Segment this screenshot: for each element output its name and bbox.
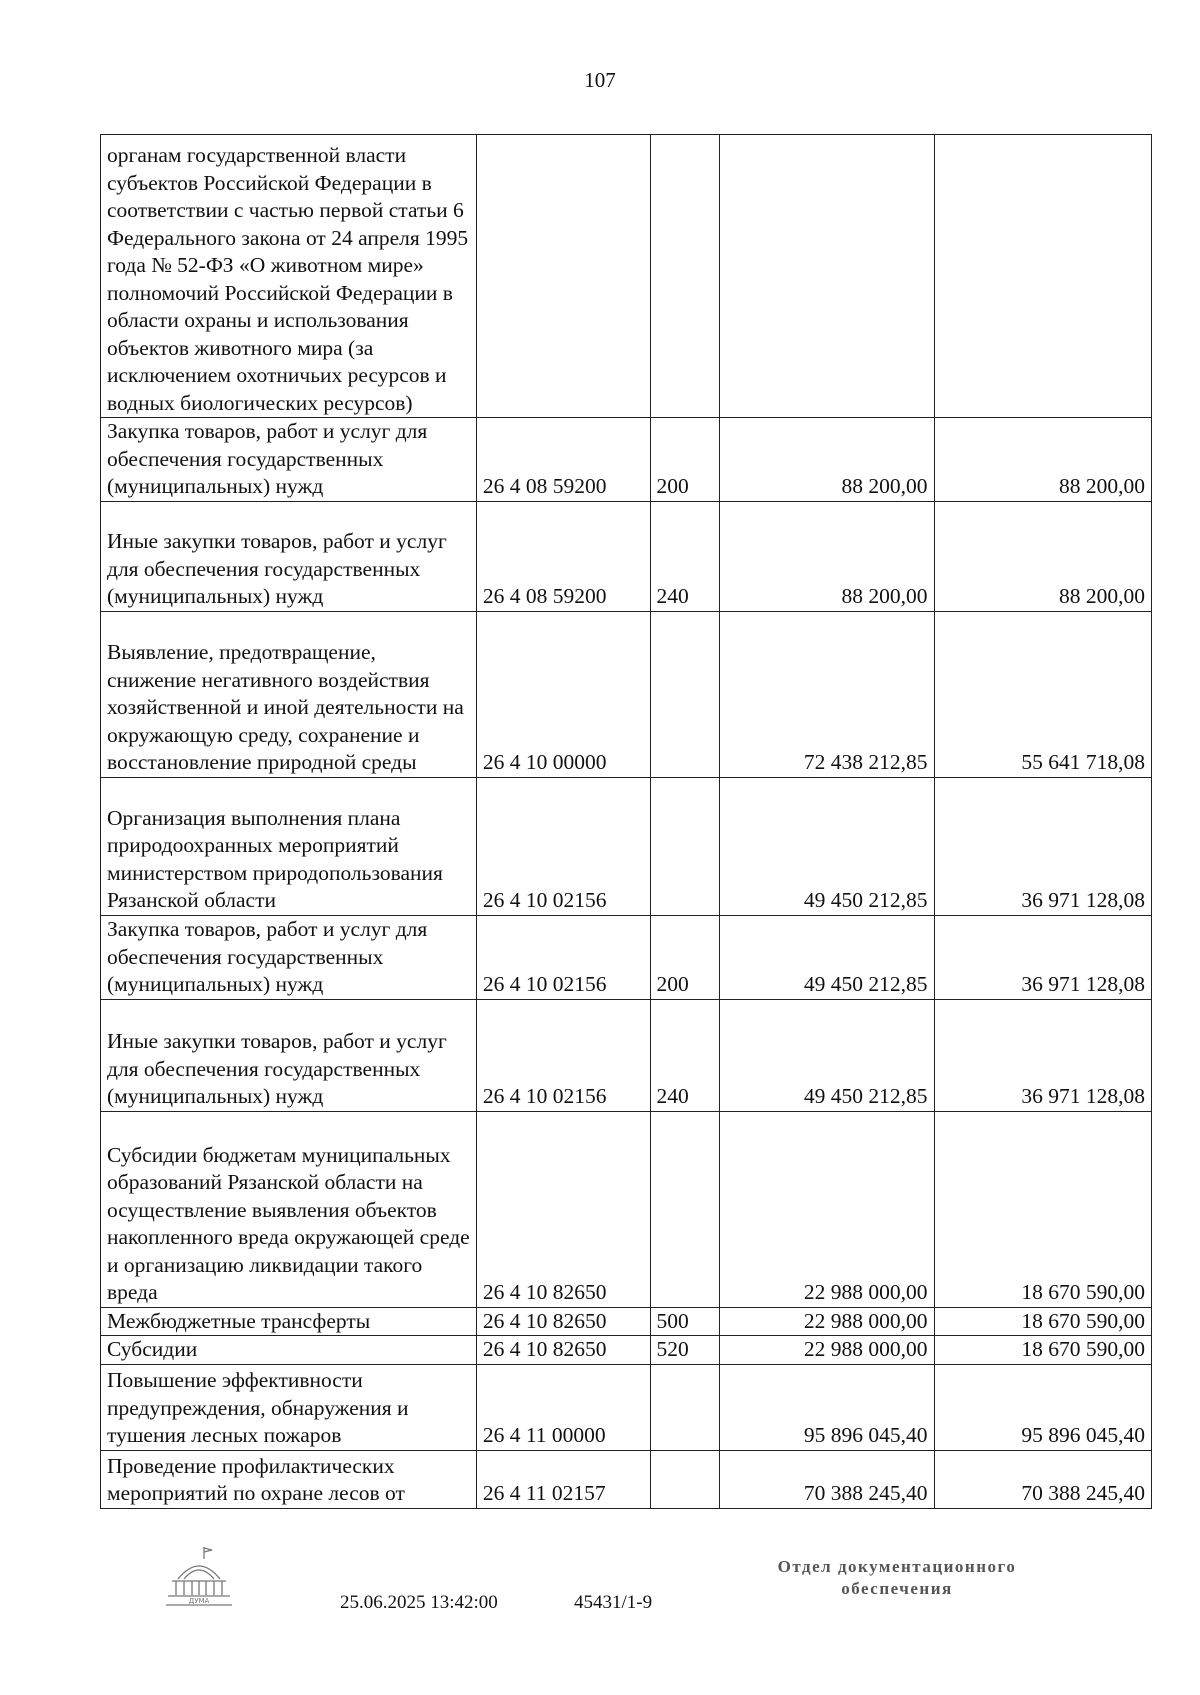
row-sum-1 [720, 135, 934, 418]
table-row [101, 1364, 1152, 1450]
row-sum-1: 22 988 000,00 [720, 1307, 934, 1336]
row-expense-type: 240 [650, 501, 720, 611]
table-row [101, 1336, 1152, 1365]
row-sum-2: 18 670 590,00 [934, 1307, 1151, 1336]
table-row [101, 1307, 1152, 1336]
budget-table-body [101, 135, 1152, 1509]
row-sum-2: 55 641 718,08 [934, 611, 1151, 777]
row-sum-2 [934, 135, 1151, 418]
row-name: Субсидии бюджетам муниципальных образований Рязанской области на осуществление выявления объектов накопленного вреда окружающей среде и организацию ликвидации такого вреда [101, 1111, 477, 1307]
department-stamp [752, 1556, 1042, 1600]
row-sum-1: 70 388 245,40 [720, 1450, 934, 1508]
row-name: органам государственной власти субъектов Российской Федерации в соответствии с частью первой статьи 6 Федерального закона от 24 апреля 1995 года № 52-ФЗ «О животном мире» полномочий Российской Федерации в области охраны и использования объектов животного мира (за исключением охотничьих ресурсов и водных биологических ресурсов) [101, 135, 477, 418]
table-row [101, 135, 1152, 418]
table-row [101, 501, 1152, 611]
row-name: Закупка товаров, работ и услуг для обеспечения государственных (муниципальных) нужд [101, 915, 477, 999]
row-sum-2: 18 670 590,00 [934, 1336, 1151, 1365]
row-sum-2: 88 200,00 [934, 501, 1151, 611]
row-code: 26 4 10 82650 [476, 1307, 650, 1336]
row-code: 26 4 11 02157 [476, 1450, 650, 1508]
row-sum-2: 95 896 045,40 [934, 1364, 1151, 1450]
row-sum-1: 72 438 212,85 [720, 611, 934, 777]
row-name: Проведение профилактических мероприятий по охране лесов от [101, 1450, 477, 1508]
row-name: Организация выполнения плана природоохранных мероприятий министерством природопользования Рязанской области [101, 777, 477, 915]
row-sum-1: 22 988 000,00 [720, 1111, 934, 1307]
row-sum-1: 95 896 045,40 [720, 1364, 934, 1450]
page-number: 107 [584, 68, 616, 92]
row-sum-1: 22 988 000,00 [720, 1336, 934, 1365]
table-row [101, 611, 1152, 777]
row-code: 26 4 10 00000 [476, 611, 650, 777]
table-row [101, 777, 1152, 915]
table-row [101, 1450, 1152, 1508]
row-sum-2: 18 670 590,00 [934, 1111, 1151, 1307]
row-name: Межбюджетные трансферты [101, 1307, 477, 1336]
row-code: 26 4 11 00000 [476, 1364, 650, 1450]
row-name: Субсидии [101, 1336, 477, 1365]
row-expense-type [650, 1364, 720, 1450]
table-row [101, 999, 1152, 1111]
duma-emblem-icon [164, 1545, 234, 1607]
row-sum-2: 36 971 128,08 [934, 915, 1151, 999]
row-name: Выявление, предотвращение, снижение негативного воздействия хозяйственной и иной деятельности на окружающую среду, сохранение и восстановление природной среды [101, 611, 477, 777]
row-code: 26 4 10 02156 [476, 777, 650, 915]
row-expense-type: 200 [650, 915, 720, 999]
department-stamp-line-2: обеспечения [841, 1579, 953, 1598]
row-sum-1: 49 450 212,85 [720, 915, 934, 999]
row-expense-type: 240 [650, 999, 720, 1111]
row-sum-1: 88 200,00 [720, 418, 934, 502]
row-code [476, 135, 650, 418]
row-sum-2: 36 971 128,08 [934, 777, 1151, 915]
row-expense-type: 200 [650, 418, 720, 502]
row-expense-type [650, 1111, 720, 1307]
department-stamp-line-1: Отдел документационного [777, 1557, 1017, 1576]
row-sum-2: 36 971 128,08 [934, 999, 1151, 1111]
row-name: Повышение эффективности предупреждения, обнаружения и тушения лесных пожаров [101, 1364, 477, 1450]
row-code: 26 4 08 59200 [476, 501, 650, 611]
row-name: Закупка товаров, работ и услуг для обеспечения государственных (муниципальных) нужд [101, 418, 477, 502]
row-expense-type: 520 [650, 1336, 720, 1365]
footer-registration-code: 45431/1-9 [574, 1592, 653, 1613]
row-sum-1: 88 200,00 [720, 501, 934, 611]
row-sum-2: 70 388 245,40 [934, 1450, 1151, 1508]
row-expense-type [650, 135, 720, 418]
table-row [101, 418, 1152, 502]
row-expense-type [650, 611, 720, 777]
row-code: 26 4 10 82650 [476, 1111, 650, 1307]
stamp-text: ДУМА [188, 1597, 210, 1605]
table-row [101, 1111, 1152, 1307]
footer-date: 25.06.2025 13:42:00 [340, 1592, 498, 1613]
row-name: Иные закупки товаров, работ и услуг для обеспечения государственных (муниципальных) нужд [101, 501, 477, 611]
row-sum-2: 88 200,00 [934, 418, 1151, 502]
row-expense-type: 500 [650, 1307, 720, 1336]
row-expense-type [650, 777, 720, 915]
row-code: 26 4 10 82650 [476, 1336, 650, 1365]
table-row [101, 915, 1152, 999]
row-code: 26 4 08 59200 [476, 418, 650, 502]
row-sum-1: 49 450 212,85 [720, 777, 934, 915]
row-code: 26 4 10 02156 [476, 915, 650, 999]
row-sum-1: 49 450 212,85 [720, 999, 934, 1111]
row-code: 26 4 10 02156 [476, 999, 650, 1111]
row-name: Иные закупки товаров, работ и услуг для обеспечения государственных (муниципальных) нужд [101, 999, 477, 1111]
row-expense-type [650, 1450, 720, 1508]
budget-table [100, 134, 1152, 1509]
